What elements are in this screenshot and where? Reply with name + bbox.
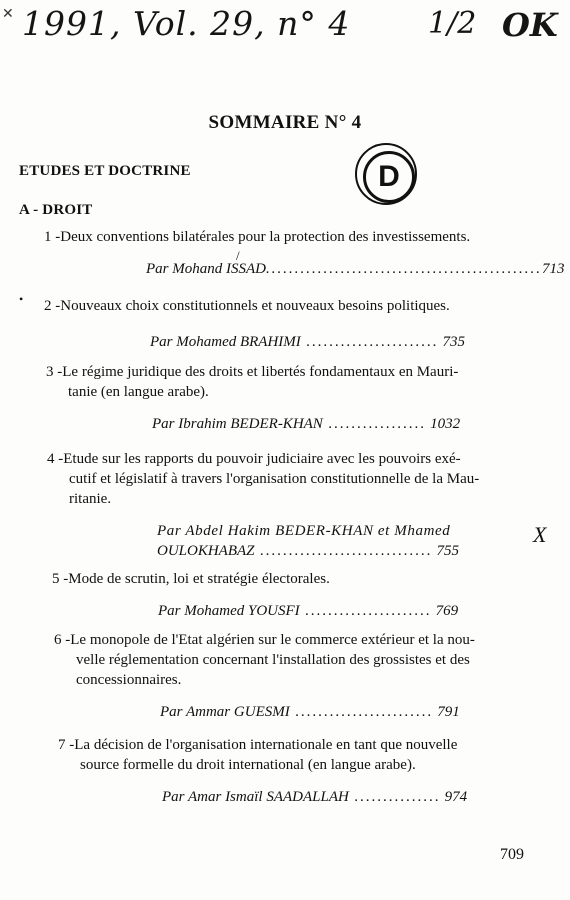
entry-page-number: 1032 bbox=[430, 416, 461, 432]
entry-author-line: Par Mohamed YOUSFI ...................... 769 bbox=[158, 603, 459, 619]
toc-entry-2 bbox=[44, 296, 534, 352]
entry-author: Abdel Hakim BEDER-KHAN et Mhamed bbox=[185, 523, 451, 539]
entry-title-line: source formelle du droit international (en langue arabe). bbox=[80, 757, 416, 773]
stamp-d-icon bbox=[355, 143, 417, 205]
entry-title-line: 1 -Deux conventions bilatérales pour la protection des investissements. bbox=[44, 229, 471, 245]
section-heading: ETUDES ET DOCTRINE bbox=[19, 163, 191, 179]
entry-author-line: Par Ammar GUESMI ........................ 791 bbox=[160, 704, 460, 720]
pen-tick-mark: / bbox=[236, 248, 240, 263]
entry-title-line: cutif et législatif à travers l'organisation constitutionnelle de la Mau- bbox=[69, 471, 480, 487]
toc-entry-1 bbox=[44, 227, 565, 279]
entry-author: OULOKHABAZ bbox=[157, 543, 255, 559]
subsection-heading: A - DROIT bbox=[19, 202, 93, 218]
entry-title-line: concessionnaires. bbox=[76, 672, 182, 688]
entry-title-line: 3 -Le régime juridique des droits et libertés fondamentaux en Mauri- bbox=[46, 364, 459, 380]
entry-author-line: Par Amar Ismaïl SAADALLAH ............... 974 bbox=[162, 789, 468, 805]
stamp-letter: D bbox=[363, 151, 415, 203]
entry-page-number: 769 bbox=[435, 603, 459, 619]
entry-page-number: 735 bbox=[442, 334, 466, 350]
entry-page-number: 755 bbox=[436, 543, 460, 559]
entry-author-line: Par Ibrahim BEDER-KHAN ................. 1032 bbox=[152, 416, 461, 432]
margin-dot: • bbox=[19, 292, 24, 306]
toc-entry-4 bbox=[47, 449, 532, 561]
entry-author: Mohamed YOUSFI bbox=[184, 603, 300, 619]
handwritten-reference: 1991, Vol. 29, n° 4 bbox=[22, 4, 351, 43]
entry-author: Mohamed BRAHIMI bbox=[176, 334, 301, 350]
toc-entry-7 bbox=[58, 735, 532, 807]
entry-title-line: tanie (en langue arabe). bbox=[68, 384, 209, 400]
entry-author: Ibrahim BEDER-KHAN bbox=[178, 416, 323, 432]
corner-scribble: ✕ bbox=[2, 7, 14, 22]
entry-title-line: velle réglementation concernant l'installation des grossistes et des bbox=[76, 652, 470, 668]
entry-author-line: OULOKHABAZ .............................. 755 bbox=[157, 543, 460, 559]
entry-author-line: Par Abdel Hakim BEDER-KHAN et Mhamed bbox=[157, 523, 451, 539]
entry-title-line: 5 -Mode de scrutin, loi et stratégie électorales. bbox=[52, 571, 330, 587]
entry-author-line: Par Mohand ISSAD................................................713 bbox=[146, 261, 565, 277]
entry-author: Mohand ISSAD bbox=[172, 261, 266, 277]
handwritten-ok-mark: OK bbox=[502, 6, 558, 44]
pen-x-mark: X bbox=[533, 522, 547, 547]
entry-title-line: 7 -La décision de l'organisation internationale en tant que nouvelle bbox=[58, 737, 458, 753]
toc-entry-5 bbox=[52, 569, 532, 621]
page-number: 709 bbox=[500, 846, 524, 863]
toc-entry-3 bbox=[46, 362, 536, 434]
toc-entry-6 bbox=[54, 630, 532, 722]
entry-author: Amar Ismaïl SAADALLAH bbox=[187, 789, 349, 805]
page-title: SOMMAIRE N° 4 bbox=[208, 112, 362, 133]
entry-page-number: 713 bbox=[542, 261, 565, 277]
handwritten-page-fraction: 1/2 bbox=[428, 6, 477, 41]
entry-title-line: 4 -Etude sur les rapports du pouvoir judiciaire avec les pouvoirs exé- bbox=[47, 451, 461, 467]
entry-author-line: Par Mohamed BRAHIMI ....................... 735 bbox=[150, 334, 466, 350]
entry-author: Ammar GUESMI bbox=[185, 704, 290, 720]
entry-title-line: 2 -Nouveaux choix constitutionnels et nouveaux besoins politiques. bbox=[44, 298, 450, 314]
entry-title-line: ritanie. bbox=[69, 491, 112, 507]
entry-title-line: 6 -Le monopole de l'Etat algérien sur le commerce extérieur et la nou- bbox=[54, 632, 475, 648]
entry-page-number: 791 bbox=[437, 704, 460, 720]
entry-page-number: 974 bbox=[444, 789, 468, 805]
